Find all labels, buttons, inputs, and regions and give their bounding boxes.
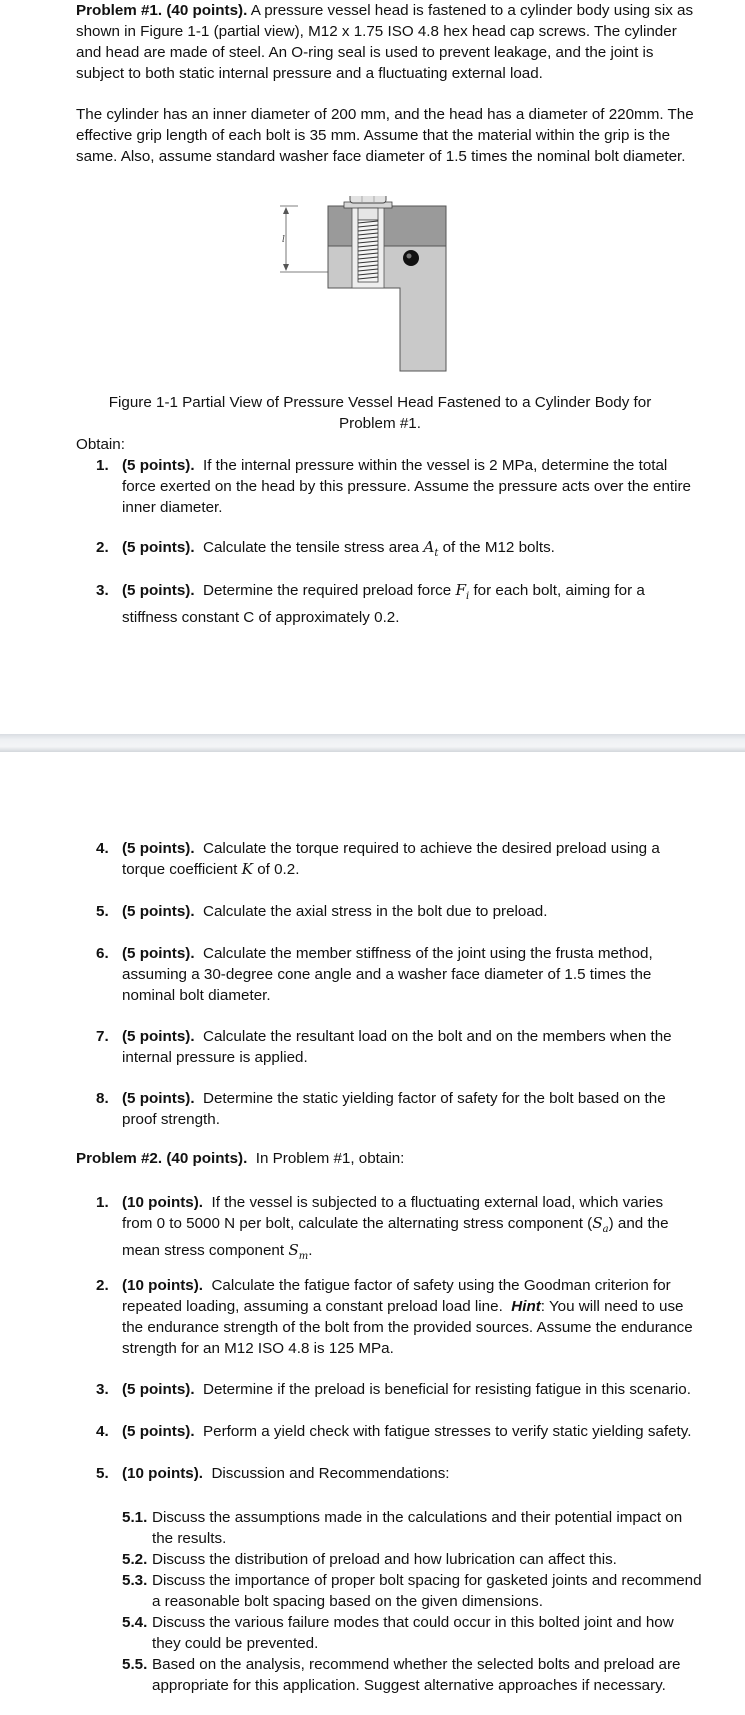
problem2-item-2 xyxy=(96,1275,696,1359)
item-text-end: . xyxy=(308,1242,313,1260)
alternating-stress-symbol: $S_a$ xyxy=(592,1214,609,1236)
problem1-intro-text: A pressure vessel head is fastened to a cylinder body using six as shown in Figure 1-1 (partial view), M12 x 1.75 ISO 4.8 hex head cap screws. The cylinder and head are made of steel. An O-ring seal is used to prevent leakage, and the joint is subject to both static internal pressure and a fluctuating external load. xyxy=(76,2,694,82)
problem1-item-1 xyxy=(96,455,696,518)
problem1-intro xyxy=(76,0,698,84)
item-points: (5 points). xyxy=(122,840,195,857)
problem2-item-4 xyxy=(96,1421,696,1442)
item-points: (5 points). xyxy=(122,1381,195,1398)
problem2-intro xyxy=(76,1148,698,1169)
item-text: Calculate the resultant load on the bolt and on the members when the internal pressure is applied. xyxy=(122,1028,672,1066)
problem2-intro-text: In Problem #1, obtain: xyxy=(255,1150,405,1167)
item-text-end: of 0.2. xyxy=(257,861,300,878)
item-text: If the vessel is subjected to a fluctuating external load, which varies from 0 to 5000 N per bolt, calculate the alternating stress component ( xyxy=(122,1194,664,1232)
subitem-number: 5.4. xyxy=(122,1614,148,1631)
item-text: Discussion and Recommendations: xyxy=(211,1465,450,1482)
item-text: Calculate the axial stress in the bolt due to preload. xyxy=(203,903,548,920)
subitem-text: Discuss the distribution of preload and how lubrication can affect this. xyxy=(152,1551,617,1568)
item-number: 6. xyxy=(96,945,109,962)
subitem-5-2 xyxy=(122,1549,702,1570)
preload-symbol: $F_i$ xyxy=(455,581,470,603)
mean-stress-symbol: $S_m$ xyxy=(288,1241,309,1263)
item-text-end: for each bolt, aiming for a stiffness constant C of approximately 0.2. xyxy=(122,582,645,627)
subitem-5-4 xyxy=(122,1612,702,1654)
problem1-item-3 xyxy=(96,580,696,628)
pressure-vessel-diagram xyxy=(268,196,478,376)
item-number: 3. xyxy=(96,1381,109,1398)
item-points: (10 points). xyxy=(122,1465,204,1482)
item-text: Determine the required preload force xyxy=(203,582,452,599)
problem1-item-7 xyxy=(96,1026,696,1068)
item-text-end: of the M12 bolts. xyxy=(442,539,555,556)
subitem-number: 5.1. xyxy=(122,1509,148,1526)
problem1-item-4 xyxy=(96,838,696,880)
item-points: (10 points). xyxy=(122,1194,204,1211)
problem2-heading: Problem #2. (40 points). xyxy=(76,1150,248,1167)
subitem-number: 5.5. xyxy=(122,1656,148,1673)
problem2-item-1 xyxy=(96,1192,696,1267)
item-text: Determine if the preload is beneficial for resisting fatigue in this scenario. xyxy=(203,1381,691,1398)
item-number: 3. xyxy=(96,582,109,599)
item-points: (5 points). xyxy=(122,1423,195,1440)
item-number: 8. xyxy=(96,1090,109,1107)
item-text-end: : You will need to use the endurance strength of the bolt from the provided sources. Assume the endurance strength for an M12 ISO 4.8 is 125 MPa. xyxy=(122,1298,693,1357)
item-number: 4. xyxy=(96,840,109,857)
item-text: Perform a yield check with fatigue stresses to verify static yielding safety. xyxy=(203,1423,692,1440)
item-text: Calculate the member stiffness of the joint using the frusta method, assuming a 30-degree cone angle and a washer face diameter of 1.5 times the nominal bolt diameter. xyxy=(122,945,653,1004)
item-text-mid: ) and the mean stress component xyxy=(122,1215,669,1260)
problem2-item-3 xyxy=(96,1379,696,1400)
page-break xyxy=(0,734,745,752)
item-text: Calculate the tensile stress area xyxy=(203,539,420,556)
item-points: (5 points). xyxy=(122,582,195,599)
subitem-number: 5.2. xyxy=(122,1551,148,1568)
item-points: (5 points). xyxy=(122,903,195,920)
item-number: 2. xyxy=(96,539,109,556)
item-points: (5 points). xyxy=(122,539,195,556)
document-page-1 xyxy=(0,0,745,734)
item-text: Calculate the torque required to achieve the desired preload using a torque coefficient xyxy=(122,840,660,878)
subitem-text: Based on the analysis, recommend whether the selected bolts and preload are appropriate for this application. Suggest alternative approaches if necessary. xyxy=(152,1656,681,1694)
item-points: (10 points). xyxy=(122,1277,204,1294)
item-number: 5. xyxy=(96,903,109,920)
problem2-item-5 xyxy=(96,1463,696,1484)
item-number: 4. xyxy=(96,1423,109,1440)
subitem-text: Discuss the importance of proper bolt spacing for gasketed joints and recommend a reasonable bolt spacing based on the given dimensions. xyxy=(152,1572,702,1610)
figure-caption: Figure 1-1 Partial View of Pressure Vessel Head Fastened to a Cylinder Body for Problem #1. xyxy=(108,394,652,432)
document-page-2 xyxy=(0,752,745,1715)
item-points: (5 points). xyxy=(122,1090,195,1107)
problem1-item-2 xyxy=(96,537,696,564)
torque-coefficient-symbol: K xyxy=(241,860,253,878)
item-points: (5 points). xyxy=(122,457,195,474)
item-number: 7. xyxy=(96,1028,109,1045)
problem1-intro2: The cylinder has an inner diameter of 200 mm, and the head has a diameter of 220mm. The effective grip length of each bolt is 35 mm. Assume that the material within the grip is the same. Also, assume standard washer face diameter of 1.5 times the nominal bolt diameter. xyxy=(76,106,694,165)
subitem-text: Discuss the assumptions made in the calculations and their potential impact on the results. xyxy=(152,1509,683,1547)
problem1-item-5 xyxy=(96,901,696,922)
problem1-item-6 xyxy=(96,943,696,1006)
obtain-label: Obtain: xyxy=(76,436,125,453)
subitem-text: Discuss the various failure modes that could occur in this bolted joint and how they could be prevented. xyxy=(152,1614,674,1652)
problem1-item-8 xyxy=(96,1088,696,1130)
subitem-5-3 xyxy=(122,1570,702,1612)
pressure-vessel-figure xyxy=(268,196,478,376)
item-number: 2. xyxy=(96,1277,109,1294)
hint-label: Hint xyxy=(511,1298,541,1315)
item-points: (5 points). xyxy=(122,1028,195,1045)
item-points: (5 points). xyxy=(122,945,195,962)
subitem-5-1 xyxy=(122,1507,702,1549)
subitem-5-5 xyxy=(122,1654,702,1696)
grip-length-label: l xyxy=(282,235,285,245)
subitem-number: 5.3. xyxy=(122,1572,148,1589)
item-text: Determine the static yielding factor of safety for the bolt based on the proof strength. xyxy=(122,1090,666,1128)
item-number: 1. xyxy=(96,1194,109,1211)
problem1-heading: Problem #1. (40 points). xyxy=(76,2,248,19)
item-number: 1. xyxy=(96,457,109,474)
item-text: Calculate the fatigue factor of safety using the Goodman criterion for repeated loading, assuming a constant preload load line. xyxy=(122,1277,671,1315)
item-number: 5. xyxy=(96,1465,109,1482)
item-text: If the internal pressure within the vessel is 2 MPa, determine the total force exerted on the head by this pressure. Assume the pressure acts over the entire inner diameter. xyxy=(122,457,691,516)
tensile-area-symbol: $A_t$ xyxy=(423,538,439,560)
